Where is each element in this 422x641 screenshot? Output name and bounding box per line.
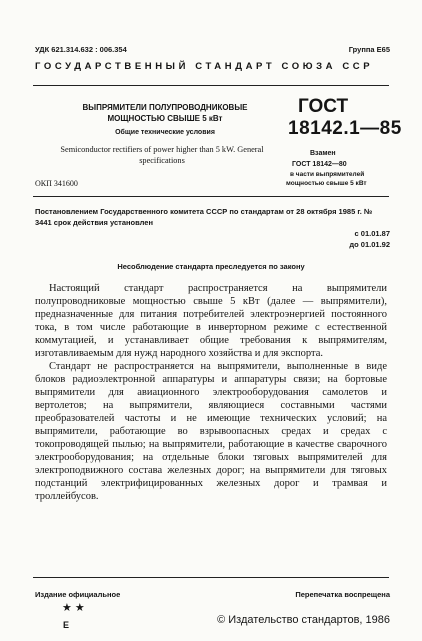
replaced-label: Взамен [310,150,336,157]
stars-mark: ★ ★ [62,602,85,614]
header-rule [33,85,389,86]
copyright-notice: © Издательство стандартов, 1986 [217,614,390,626]
group-code: Группа Е65 [348,45,390,54]
body-paragraph: Стандарт не распространяется на выпрямители, выполненные в виде блоков радиоэлектронной аппаратуры и аппаратуры связи; на бортовые выпрямители для авиационного электрооборудования самолетов и вертолетов; на выпрямители, являющиеся составными частями преобразователей частоты и не имеющие технических условий; на выпрямители, работающие во взрывоопасных средах и средах с токопроводящей пылью; на выпрямители, работающие в качестве сварочного электрооборудования; на отдельные блоки тяговых выпрямителей для электроподвижного состава железных дорог; на выпрямители для тяговых подстанций электрифицированных железных дорог и трамвая и троллейбусов. [35,361,387,502]
date-to: до 01.01.92 [349,240,390,249]
okp-code: ОКП 341600 [35,179,78,188]
decree-text: Постановлением Государственного комитета СССР по стандартам от 28 октября 1985 г. № 3441 срок действия установлен [35,207,373,227]
edition-label: Издание официальное [35,590,121,599]
banner-title: ГОСУДАРСТВЕННЫЙ СТАНДАРТ СОЮЗА ССР [35,61,374,72]
replaced-note: в части выпрямителей [290,171,365,178]
section-rule [33,196,389,197]
gost-number: 18142.1—85 [288,118,402,139]
gost-label: ГОСТ [298,96,349,117]
reprint-notice: Перепечатка воспрещена [295,590,390,599]
english-title: Semiconductor rectifiers of power higher than 5 kW. General specifications [60,145,264,165]
document-subtitle: Общие технические условия [115,129,215,136]
replaced-note: мощностью свыше 5 кВт [286,180,367,187]
date-from: с 01.01.87 [354,229,390,238]
body-text [35,282,387,503]
body-paragraph: Настоящий стандарт распространяется на выпрямители полупроводниковые мощностью свыше 5 кВт (далее — выпрямители), предназначенные для питания потребителей электроэнергией постоянного тока, в том числе работающие в инверторном режиме с естественной коммутацией, и устанавливает общие требования к выпрямителям, изготавливаемым для нужд народного хозяйства и для экспорта. [35,283,387,359]
replaced-gost: ГОСТ 18142—80 [292,161,347,168]
footer-rule [33,577,389,578]
document-title: ВЫПРЯМИТЕЛИ ПОЛУПРОВОДНИКОВЫЕ МОЩНОСТЬЮ СВЫШЕ 5 кВт [82,103,248,123]
udk-code: УДК 621.314.632 : 006.354 [35,45,127,54]
edition-letter: Е [63,620,70,630]
legal-warning: Несоблюдение стандарта преследуется по закону [117,262,305,271]
